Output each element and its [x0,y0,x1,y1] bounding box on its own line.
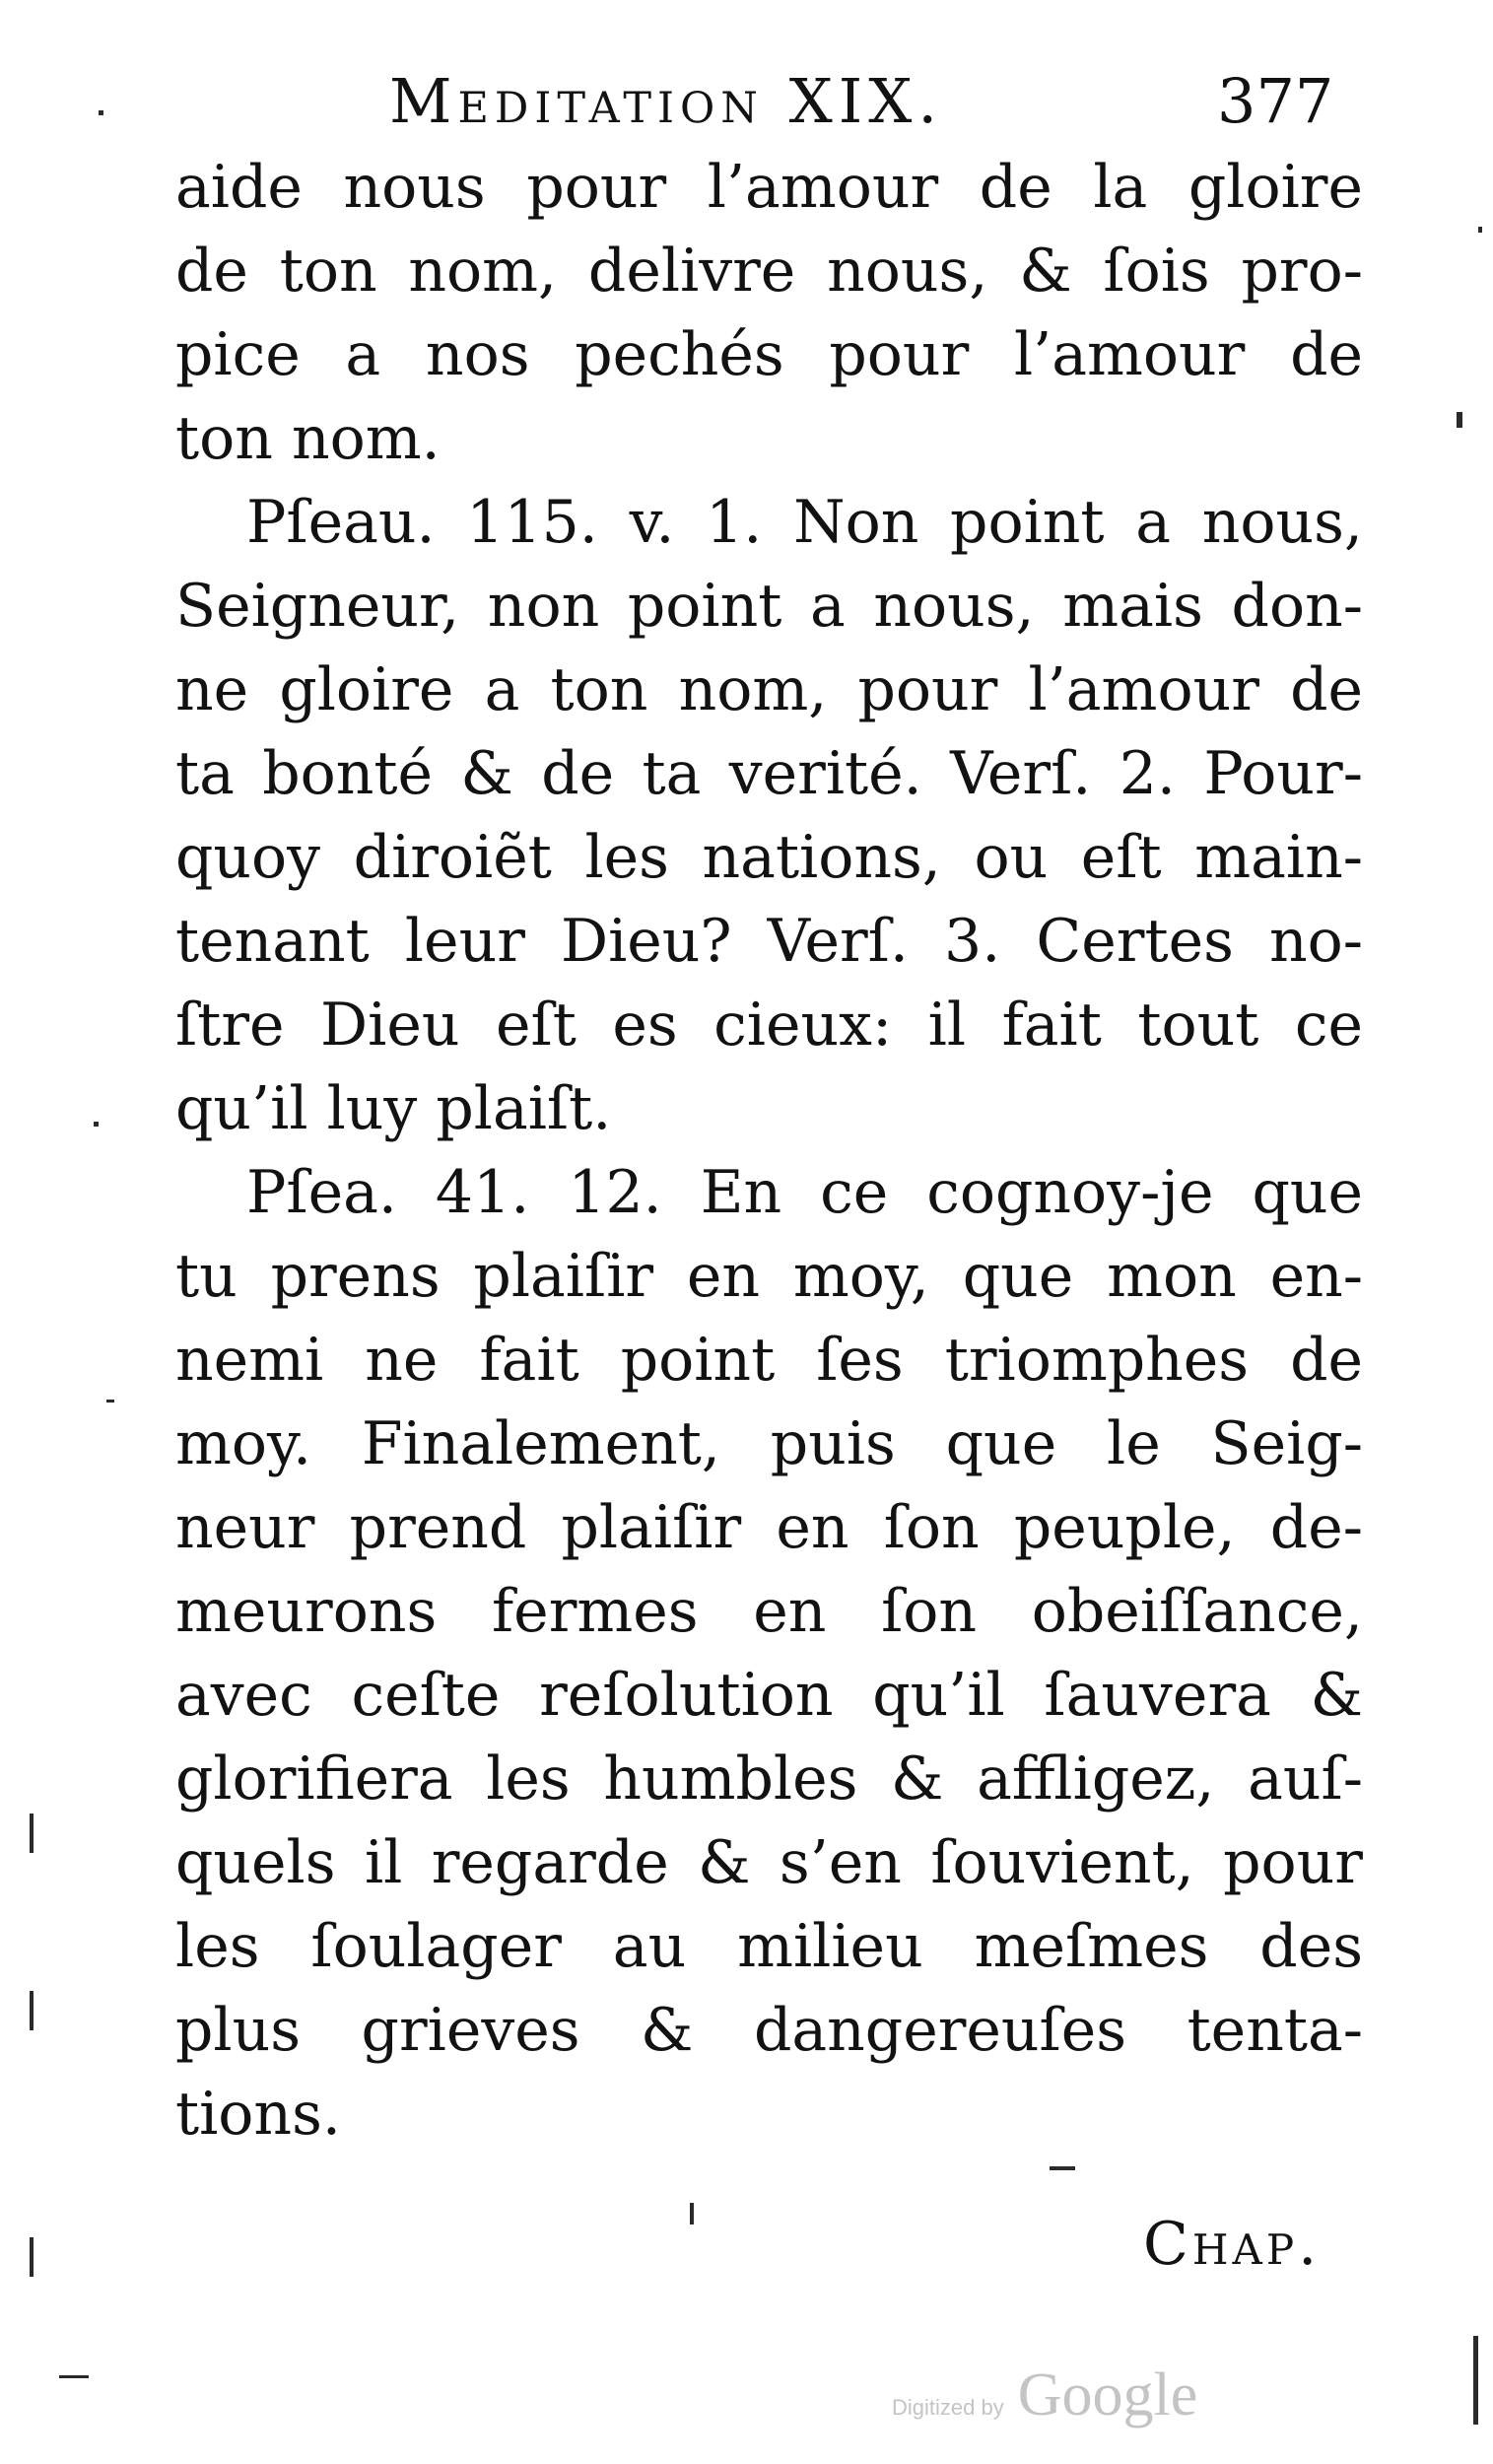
watermark-logo: Google [1017,2361,1198,2429]
scan-speck [99,110,103,115]
text-line: meurons fermes en ſon obeiſſance, [175,1577,1363,1646]
text-line: moy. Finalement, puis que le Seig- [175,1409,1363,1478]
text-line: ſtre Dieu eſt es cieux: il fait tout ce [175,991,1363,1060]
text-line: les ſoulager au milieu meſmes des [175,1912,1363,1981]
text-line: pice a nos pechés pour l’amour de [175,320,1363,389]
text-line: tenant leur Dieu? Verſ. 3. Certes no- [175,907,1363,976]
text-line: quels il regarde & s’en ſouvient, pour [175,1828,1363,1897]
text-line: tions. [175,2080,341,2149]
scan-speck [1473,2336,1478,2425]
text-line: ta bonté & de ta verité. Verſ. 2. Pour- [175,739,1363,808]
scan-speck [30,1991,34,2030]
text-line: quoy diroiẽt les nations, ou eſt main- [175,823,1363,892]
scan-speck [1457,412,1462,428]
scan-speck [1050,2166,1075,2170]
digitization-watermark [892,2361,1197,2439]
text-line: Pſea. 41. 12. En ce cognoy-je que [246,1158,1363,1227]
running-title: Meditation XIX. [389,65,944,137]
text-line: tu prens plaiſir en moy, que mon en- [175,1242,1363,1311]
scan-speck [690,2203,694,2224]
scan-speck [30,1814,34,1853]
scan-speck [106,1400,114,1403]
text-line: ne gloire a ton nom, pour l’amour de [175,655,1363,724]
text-line: qu’il luy plaiſt. [175,1074,612,1143]
text-line: aide nous pour l’amour de la gloire [175,153,1363,222]
text-line: plus grieves & dangereuſes tenta- [175,1996,1363,2065]
scan-speck [94,1122,99,1127]
page-header [0,57,1493,146]
text-line: avec ceſte reſolution qu’il ſauvera & [175,1661,1363,1730]
text-line: de ton nom, delivre nous, & ſois pro- [175,237,1363,306]
page-number: 377 [1217,65,1334,137]
scan-speck [1478,227,1482,233]
watermark-prefix: Digitized by [892,2395,1004,2420]
text-line: glorifiera les humbles & affligez, auſ- [175,1745,1363,1814]
text-line: Pſeau. 115. v. 1. Non point a nous, [246,488,1363,557]
body-text [175,146,1363,2156]
scan-speck [30,2237,34,2277]
text-line: nemi ne fait point ſes triomphes de [175,1326,1363,1395]
text-line: neur prend plaiſir en ſon peuple, de- [175,1493,1363,1562]
text-line: ton nom. [175,404,441,473]
catchword: Chap. [1143,2210,1322,2279]
text-line: Seigneur, non point a nous, mais don- [175,572,1363,641]
scan-speck [59,2375,89,2378]
